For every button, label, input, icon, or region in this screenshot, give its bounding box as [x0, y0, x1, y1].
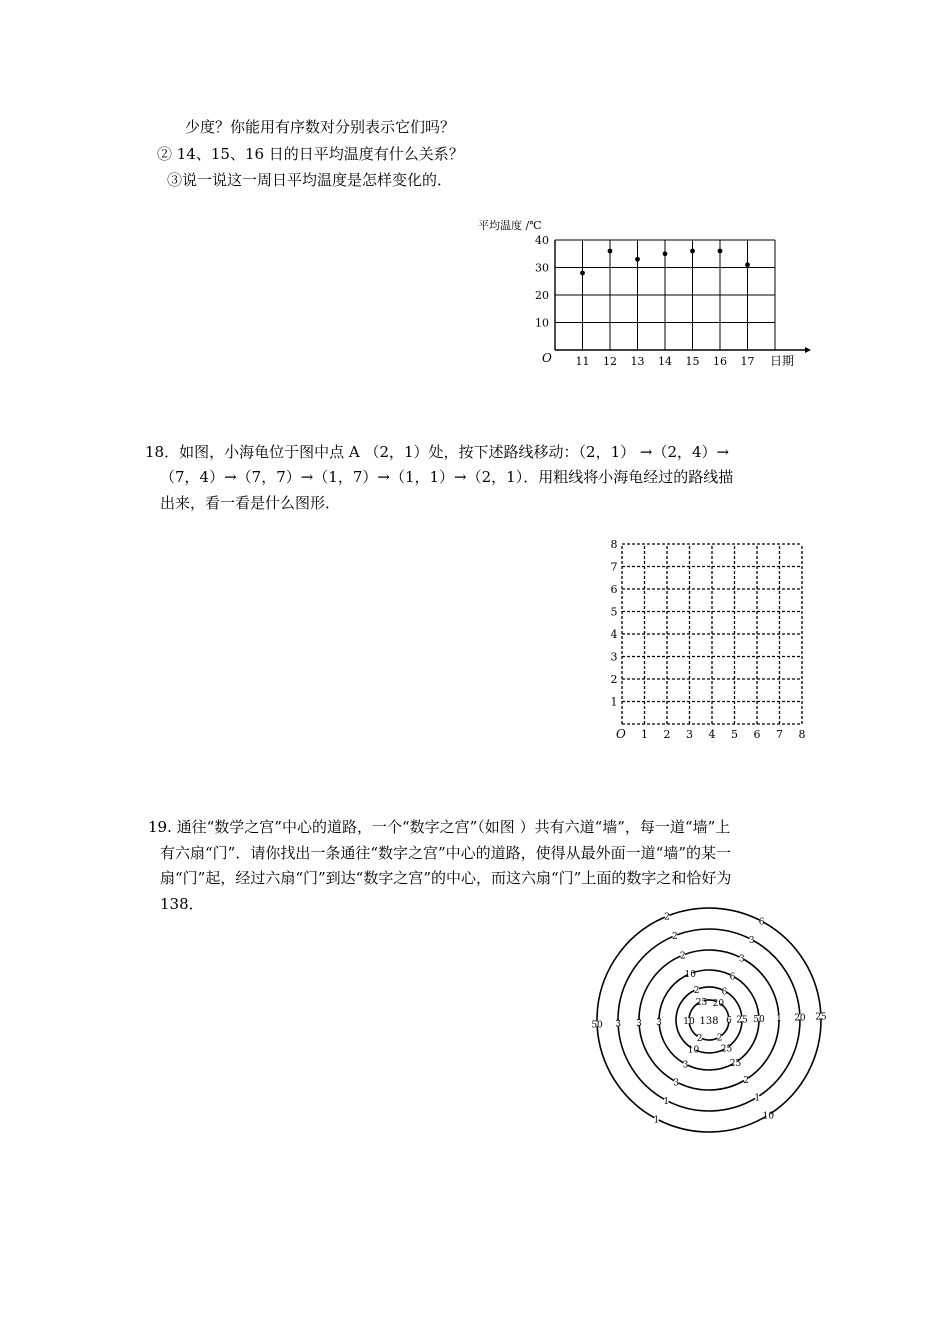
grid-axis-labels [611, 538, 806, 741]
chart-xlabel: 日期 [770, 354, 795, 368]
q17-line-2: ② 14、15、16 日的日平均温度有什么关系？ [157, 145, 464, 163]
q19-line-3: 扇“门”起，经过六扇“门”到达“数字之宫”的中心，而这六扇“门”上面的数字之和恰好为 [160, 869, 732, 887]
palace-door-label: 2 [672, 932, 678, 943]
q18-line-2: （7，4）→（7，7）→（1，7）→（1，1）→（2，1）．用粗线将小海龟经过的路线描 [160, 468, 734, 486]
grid-y-label: 3 [610, 650, 618, 664]
palace-door-label: 3 [682, 1060, 689, 1071]
palace-wall-ring-1 [659, 1116, 767, 1132]
grid-y-label: 1 [610, 695, 618, 709]
q17-line-3: ③说一说这一周日平均温度是怎样变化的． [167, 171, 453, 189]
palace-wall-ring-1 [597, 917, 665, 1021]
palace-wall-ring-2 [677, 929, 749, 939]
palace-door-label: 10 [683, 1017, 695, 1028]
grid-y-label: 5 [610, 605, 618, 619]
palace-door-label: 6 [721, 987, 728, 998]
palace-door-label: 2 [664, 912, 670, 923]
grid-origin-label: O [616, 727, 626, 741]
palace-door-label: 2 [693, 985, 700, 996]
palace-wall-ring-4 [659, 1024, 683, 1063]
palace-wall-ring-6 [702, 1038, 718, 1040]
palace-wall-ring-4 [693, 970, 731, 975]
grid-y-label: 6 [610, 583, 618, 596]
palace-door-label: 1 [754, 1093, 761, 1104]
chart-point [663, 251, 668, 256]
grid-x-label: 1 [641, 728, 648, 741]
palace-wall-ring-1 [764, 922, 821, 1013]
q19-line-1: 19. 通往“数学之宫”中心的道路，一个“数字之宫”（如图 ）共有六道“墙”，每一道“墙”上 [148, 818, 731, 836]
palace-door-label: 2 [679, 951, 686, 962]
palace-door-label: 25 [720, 1044, 733, 1055]
palace-door-label: 6 [758, 917, 765, 928]
palace-center-value: 138 [699, 1016, 719, 1027]
palace-door-label: 50 [591, 1020, 603, 1031]
palace-door-label: 2 [743, 1075, 749, 1086]
grid-x-label: 5 [731, 728, 738, 741]
chart-ylabel: 平均温度 /℃ [478, 219, 542, 232]
grid-lines [622, 544, 802, 724]
grid-x-label: 2 [663, 728, 671, 741]
chart-point [690, 249, 695, 254]
palace-door-label: 25 [815, 1012, 827, 1023]
q18-line-1: 18．如图，小海龟位于图中点 A （2，1）处，按下述路线移动：（2，1） →（2，4）→ [145, 443, 730, 461]
palace-door-label: 1 [663, 1096, 670, 1107]
palace-wall-ring-3 [685, 950, 740, 957]
palace-door-label: 2 [696, 1034, 703, 1045]
chart-x-tick-label: 17 [740, 355, 755, 368]
chart-x-tick-label: 16 [713, 355, 727, 368]
palace-door-label: 10 [762, 1111, 775, 1122]
temperature-chart [460, 210, 820, 380]
chart-tick-labels [535, 234, 755, 368]
q19-line-2: 有六扇“门”．请你找出一条通往“数字之宫”中心的道路，使得从最外面一道“墙”的某一 [160, 844, 732, 862]
palace-wall-ring-3 [678, 1081, 744, 1090]
chart-x-axis-arrow [805, 347, 811, 353]
palace-wall-ring-3 [744, 959, 779, 1015]
grid-y-label: 7 [610, 560, 618, 574]
palace-wall-ring-4 [688, 1064, 734, 1070]
grid-x-label: 6 [753, 728, 761, 741]
palace-door-label: 6 [726, 1015, 732, 1026]
palace-door-label: 6 [729, 972, 736, 983]
chart-point [745, 262, 750, 267]
chart-point [580, 271, 585, 276]
palace-door-label: 25 [729, 1058, 742, 1069]
palace-wall-ring-2 [668, 1098, 755, 1111]
palace-door-label: 50 [753, 1014, 765, 1025]
chart-x-tick-label: 13 [630, 355, 645, 368]
palace-door-label: 2 [716, 1033, 723, 1044]
palace-door-label: 10 [684, 970, 696, 981]
chart-point [635, 257, 640, 262]
chart-y-tick-label: 30 [535, 261, 549, 275]
coordinate-grid [600, 540, 815, 745]
palace-wall-ring-5 [699, 987, 722, 990]
chart-x-tick-label: 14 [658, 355, 672, 368]
palace-wall-ring-2 [759, 1019, 800, 1096]
palace-door-label: 1 [653, 1115, 660, 1126]
palace-door-label: 25 [695, 997, 708, 1008]
palace-wall-ring-4 [659, 975, 688, 1020]
chart-y-tick-label: 20 [535, 289, 549, 302]
palace-door-label: 3 [656, 1018, 662, 1029]
grid-y-label: 2 [610, 673, 618, 686]
chart-point [608, 249, 613, 254]
grid-x-label: 7 [776, 728, 783, 741]
palace-door-label: 3 [738, 954, 745, 965]
palace-door-label: 20 [712, 998, 725, 1009]
grid-y-label: 8 [610, 538, 618, 551]
palace-door-label: 3 [615, 1019, 621, 1030]
palace-door-label: 25 [736, 1015, 748, 1026]
q19-line-4: 138． [160, 895, 204, 913]
palace-door-label: 1 [776, 1014, 782, 1025]
chart-grid [555, 240, 811, 353]
palace-wall-ring-4 [735, 977, 759, 1016]
palace-wall-ring-3 [639, 1025, 674, 1081]
palace-door-label: 20 [794, 1013, 806, 1024]
grid-x-label: 3 [686, 728, 693, 741]
q18-line-3: 出来，看一看是什么图形． [160, 494, 341, 512]
palace-wall-ring-1 [597, 1026, 654, 1117]
chart-y-tick-label: 40 [535, 234, 549, 247]
palace-door-label: 10 [687, 1045, 700, 1056]
chart-point [718, 249, 723, 254]
q17-line-1: 少度？你能用有序数对分别表示它们吗？ [185, 118, 456, 136]
palace-door-label: 3 [636, 1018, 642, 1029]
palace-wall-ring-2 [618, 937, 673, 1021]
palace-wall-ring-1 [669, 908, 759, 920]
chart-x-tick-label: 15 [685, 355, 700, 368]
grid-x-label: 8 [798, 728, 806, 741]
palace-door-label: 3 [748, 936, 755, 947]
palace-wall-ring-3 [748, 1020, 779, 1078]
chart-y-tick-label: 10 [535, 316, 549, 330]
number-palace-diagram [585, 900, 830, 1140]
palace-door-label: 3 [673, 1078, 680, 1089]
grid-y-label: 4 [610, 628, 618, 641]
chart-x-tick-label: 12 [603, 355, 617, 368]
chart-origin-label: O [542, 351, 552, 365]
chart-x-tick-label: 11 [575, 355, 590, 368]
palace-wall-ring-5 [727, 992, 742, 1016]
grid-x-label: 4 [708, 728, 716, 741]
